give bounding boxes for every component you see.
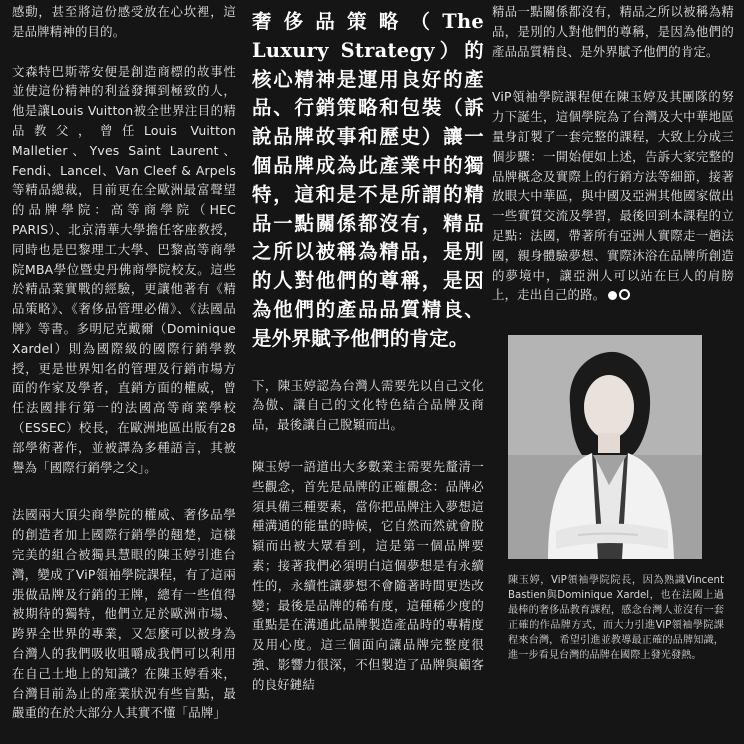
paragraph: 感動，甚至將這份感受放在心坎裡，這是品牌精神的目的。 bbox=[12, 4, 236, 39]
portrait-illustration bbox=[508, 335, 702, 559]
paragraph: 精品一點關係都沒有，精品之所以被稱為精品，是別的人對他們的尊稱，是因為他們的產品品質精良、是外界賦予他們的肯定。 bbox=[492, 4, 734, 59]
paragraph: 法國兩大頂尖商學院的權威、奢侈品學的創造者加上國際行銷學的翹楚，這樣完美的組合被獨具慧眼的陳玉婷引進台灣，變成了ViP領袖學院課程，有了這兩張做品牌及行銷的王牌，總有一些值得被期待的獨特，他們立足於歐洲市場、跨界全世界的專業，又怎麼可以被身為台灣人的我們吸收咀嚼成我們可以利用在自己土地上的知識？在陳玉婷看來，台灣目前為止的產業狀況有些盲點，最嚴重的在於大部分人其實不懂「品牌」 bbox=[12, 507, 236, 721]
portrait-photo bbox=[508, 335, 702, 559]
pull-quote: 奢侈品策略（The Luxury Strategy）的核心精神是運用良好的產品、行銷策略和包裝（訴說品牌故事和歷史）讓一個品牌成為此產業中的獨特，這和是不是所謂的精品一點關係都沒有，精品之所以被稱為精品，是別的人對他們的尊稱，是因為他們的產品品質精良、是外界賦予他們的肯定。 bbox=[252, 10, 484, 350]
paragraph: 陳玉婷一語道出大多數業主需要先釐清一些觀念，首先是品牌的正確觀念：品牌必須具備三種要素，當你把品牌注入夢想這種溝通的能量的時候，它自然而然就會脫穎而出被大眾看到，這是第一個品牌要素；接著我們必須明白這個夢想是有永續性的，永續性讓夢想不會隨著時間更迭改變；最後是品牌的稀有度，這種稀少度的重點是在溝通此品牌製造產品時的專精度及用心度。這三個面向讓品牌完整度很強、影響力很深，不但製造了品牌與顧客的良好鏈結 bbox=[252, 458, 484, 692]
paragraph: 下，陳玉婷認為台灣人需要先以自己文化為傲、讓自己的文化特色結合品牌及商品，最後讓自己脫穎而出。 bbox=[252, 377, 484, 433]
paragraph bbox=[492, 87, 734, 305]
end-mark-filled-dot-icon bbox=[608, 291, 617, 300]
column-left bbox=[12, 0, 236, 744]
photo-caption: 陳玉婷，ViP領袖學院院長，因為熟識Vincent Bastien與Dominique Xardel，也在法國上過最棒的奢侈品教育課程，感念台灣人並沒有一套正確的作品牌方式，而大力引進ViP領袖學院課程來台灣，希望引進並教導最正確的品牌知識，進一步看見台灣的品牌在國際上發光發熱。 bbox=[508, 575, 724, 662]
column-middle bbox=[252, 0, 484, 744]
column-right bbox=[492, 0, 734, 744]
paragraph: 文森特巴斯蒂安便是創造商標的故事性並使這份精神的利益發揮到極致的人，他是讓Louis Vuitton被全世界注目的精品教父，曾任Louis Vuitton Malletier、Yves Saint Laurent、Fendi、Lancel、Van Cleef & Arpels等精品總裁，目前更在全歐洲最富聲望的品牌學院：高等商學院（HEC PARIS）、北京清華大學擔任客座教授，同時也是巴黎理工大學、巴黎高等商學院MBA學位暨史丹佛商學院校友。這些於精品業實戰的經驗，更讓他著有《精品策略》、《奢侈品管理必備》、《法國品牌》等書。多明尼克戴爾（Dominique Xardel）則為國際級的國際行銷學教授，更是世界知名的管理及行銷市場方面的作家及學者，直銷方面的權威，曾任法國排行第一的法國高等商業學校（ESSEC）校長，在歐洲地區出版有28部學術著作，並被譯為多種語言，其被譽為「國際行銷學之父」。 bbox=[12, 63, 236, 475]
end-mark bbox=[608, 285, 632, 305]
end-mark-hollow-dot-icon bbox=[619, 289, 630, 300]
paragraph-text: ViP領袖學院課程便在陳玉婷及其團隊的努力下誕生，這個學院為了台灣及大中華地區量身訂製了一套完整的課程，大致上分成三個步驟：一開始便如上述，告訴大家完整的品牌概念及實際上的行銷方法等細節，接著放眼大中華區，與中國及亞洲其他國家做出一些實質交流及學習，最後回到本課程的立足點：法國，帶著所有亞洲人實際走一趟法國，親身體驗夢想、實際沐浴在品牌所創造的夢境中，讓亞洲人可以站在巨人的肩膀上，走出自己的路。 bbox=[492, 89, 734, 303]
